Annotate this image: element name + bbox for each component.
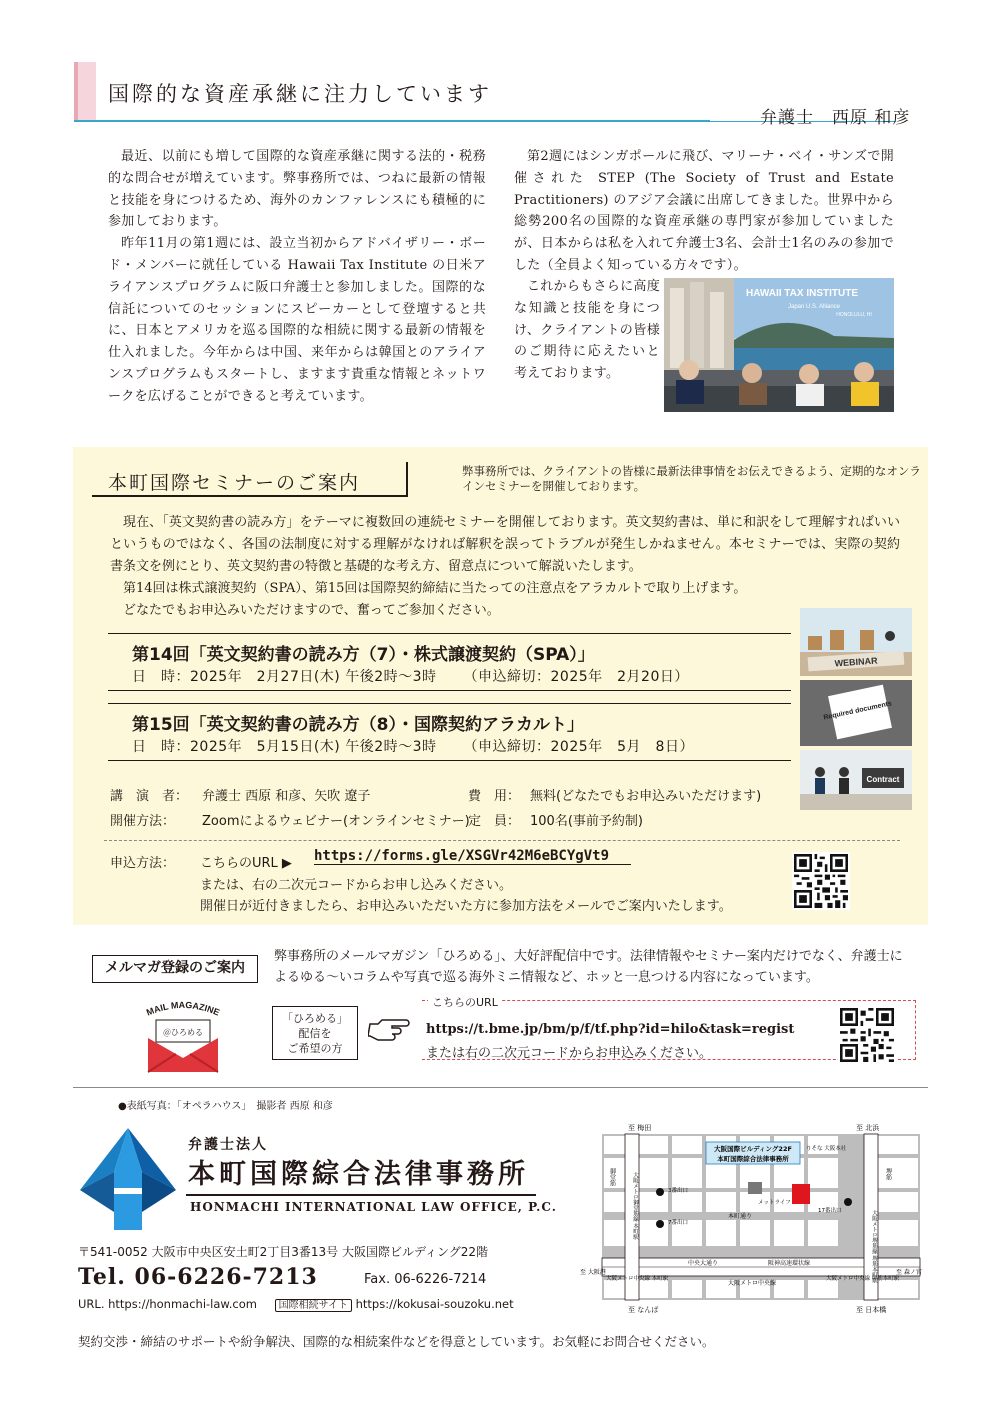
session-deadline: （申込締切：2025年 5月 8日）: [463, 739, 694, 755]
mailmag-title: メルマガ登録のご案内: [92, 955, 258, 983]
map-honmachi-dori: 本町通り: [728, 1213, 753, 1220]
mailmag-url-link[interactable]: https://t.bme.jp/bm/p/f/tf.php?id=hilo&task=regist: [426, 1022, 795, 1037]
session-date: [132, 736, 694, 756]
map-north-left: 至 梅田: [628, 1124, 652, 1132]
firm-urls: [78, 1296, 514, 1311]
map-exit7: 7番出口: [668, 1220, 688, 1226]
map-chuo-right: 大阪メトロ中央線 堺筋本町駅: [826, 1276, 900, 1282]
photo-banner-loc: HONOLULU, HI: [836, 312, 872, 318]
seminar-body: [110, 512, 900, 622]
mailmag-link-label: こちらのURL: [428, 994, 502, 1010]
badge-arc-text: MAIL MAGAZINE: [144, 999, 222, 1018]
capacity-label: 定 員：: [468, 814, 521, 829]
closing-message: 契約交渉・締結のサポートや紛争解決、国際的な相続案件などを得意としています。お気軽にお問合せください。: [78, 1334, 715, 1349]
fee-label: 費 用：: [468, 789, 521, 804]
firm-tel: Tel. 06-6226-7213: [78, 1264, 318, 1290]
webinar-image: [800, 608, 912, 676]
map-meitorai: メットライフ: [758, 1200, 791, 1206]
session-datetime: 日 時：2025年 2月27日(木) 午後2時〜3時: [132, 669, 437, 685]
map-west: 至 大阪港: [580, 1269, 606, 1276]
title-underline: [74, 120, 710, 122]
map-midosuji: 御堂筋: [608, 1168, 616, 1186]
method-value: Zoomによるウェビナー(オンラインセミナー): [202, 814, 470, 829]
apply-alt: または、右の二次元コードからお申し込みください。: [200, 878, 513, 893]
card-line: 配信を: [298, 1027, 332, 1040]
article-paragraph: 第2週にはシンガポールに飛び、マリーナ・ベイ・サンズで開催された STEP (The Society of Trust and Estate Practitioners) のアジア会議に出席してきました。世界中から総勢200名の国際的な資産承継の専門家が参加していましたが、日本からは私を入れて弁護士3名、会計士1名のみの参加でした（全員よく知っている方々です）。: [514, 149, 894, 273]
speaker-label: 講 演 者：: [110, 789, 189, 804]
fee-value: 無料(どなたでもお申込みいただけます): [530, 789, 762, 804]
firm-name-en: HONMACHI INTERNATIONAL LAW OFFICE, P.C.: [190, 1200, 557, 1214]
envelope-icon: [118, 992, 248, 1076]
inheritance-site-link[interactable]: https://kokusai-souzoku.net: [355, 1297, 514, 1311]
seminar-qr-code[interactable]: [792, 852, 850, 910]
contract-label: Contract: [866, 775, 900, 784]
map-north-right: 至 北浜: [856, 1124, 880, 1132]
footer-separator: [73, 1087, 928, 1088]
title-accent-edge: [74, 62, 78, 122]
firm-name: 本町国際綜合法律事務所: [188, 1159, 529, 1190]
map-station-right: 大阪メトロ堺筋線 堺筋本町駅: [871, 1210, 877, 1284]
article-column-2b: [514, 276, 660, 385]
seminar-paragraph: 第14回は株式譲渡契約（SPA）、第15回は国際契約締結に当たっての注意点をアラカルトで取り上げます。: [123, 581, 747, 596]
article-column-1: [108, 146, 486, 408]
seminar-title: 本町国際セミナーのご案内: [108, 472, 361, 494]
seminar-paragraph: 現在、「英文契約書の読み方」をテーマに複数回の連続セミナーを開催しております。英文契約書は、単に和訳をして理解すればいいというものではなく、各国の法制度に対する理解がなければ解釈を誤ってトラブルが発生しかねません。本セミナーでは、実際の契約書条文を例にとり、英文契約書の特徴と基礎的な考え方、留意点について解説いたします。: [110, 515, 900, 574]
session-15: [108, 703, 791, 761]
apply-notice: 開催日が近付きましたら、お申込みいただいた方に参加方法をメールでご案内いたします。: [200, 899, 732, 914]
apply-prefix: こちらのURL ▶: [200, 856, 292, 871]
firm-type: 弁護士法人: [188, 1137, 268, 1153]
pointing-hand-icon: [368, 1014, 412, 1044]
seminar-title-tick: [406, 462, 408, 496]
svg-text:MAIL MAGAZINE: [145, 1000, 221, 1018]
conference-photo: [664, 278, 894, 412]
article-title: 国際的な資産承継に注力しています: [108, 82, 492, 106]
documents-image: [800, 680, 912, 746]
card-line: 「ひろめる」: [282, 1012, 348, 1025]
map-building: 大阪国際ビルディング22F: [714, 1145, 792, 1153]
mailmag-card: [272, 1006, 358, 1060]
card-line: ご希望の方: [287, 1042, 343, 1055]
mailmag-url-alt: または右の二次元コードからお申込みください。: [426, 1046, 713, 1061]
access-map: [578, 1120, 934, 1316]
session-title: 第14回「英文契約書の読み方（7）・株式譲渡契約（SPA）」: [132, 645, 595, 665]
seminar-title-line: [92, 495, 408, 497]
apply-label: 申込方法：: [110, 856, 176, 871]
article-paragraph: これからもさらに高度な知識と技能を身につけ、クライアントの皆様のご期待に応えたいと考えております。: [514, 279, 661, 382]
seminar-divider: [104, 840, 900, 841]
session-datetime: 日 時：2025年 5月15日(木) 午後2時〜3時: [132, 739, 437, 755]
map-drawing: [578, 1120, 934, 1316]
webinar-label: WEBINAR: [834, 655, 878, 669]
mailmag-badge: [118, 992, 248, 1076]
map-south-left: 至 なんば: [628, 1306, 659, 1314]
session-date: [132, 666, 689, 686]
contract-image: [800, 750, 912, 810]
session-14: [108, 633, 791, 691]
mailmag-qr-code[interactable]: [838, 1006, 896, 1064]
cover-photo-note: ●表紙写真：「オペラハウス」 撮影者 西原 和彦: [118, 1101, 333, 1112]
firm-address: 〒541-0052 大阪市中央区安土町2丁目3番13号 大阪国際ビルディング22階: [78, 1245, 489, 1259]
session-title: 第15回「英文契約書の読み方（8）・国際契約アラカルト」: [132, 715, 584, 735]
badge-center-text: ＠ひろめる: [163, 1028, 203, 1037]
seminar-intro: 弊事務所では、クライアントの皆様に最新法律事情をお伝えできるよう、定期的なオンラインセミナーを開催しております。: [462, 464, 921, 493]
map-risona: りそな 大阪本社: [806, 1146, 847, 1152]
map-chuo-odori: 中央大通り: [688, 1260, 719, 1267]
article-paragraph: 最近、以前にも増して国際的な資産承継に関する法的・税務的な問合せが増えています。弊事務所では、つねに最新の情報と技能を身につけるため、海外のカンファレンスにも積極的に参加しております。: [108, 149, 486, 230]
contract-illustration: [800, 750, 912, 810]
map-exit3: 3番出口: [668, 1188, 688, 1194]
article-author: 弁護士 西原 和彦: [760, 108, 911, 128]
firm-fax: Fax. 06-6226-7214: [364, 1272, 487, 1287]
map-chuo-line: 大阪メトロ中央線: [728, 1280, 777, 1287]
firm-url-link[interactable]: URL. https://honmachi-law.com: [78, 1297, 257, 1311]
photo-banner-sub: Japan U.S. Alliance: [787, 304, 841, 310]
firm-logo: [80, 1128, 176, 1230]
article-paragraph: 昨年11月の第1週には、設立当初からアドバイザリー・ボード・メンバーに就任している Hawaii Tax Institute の日米アライアンスプログラムに阪口弁護士と参加しました。国際的な信託についてのセッションにスピーカーとして登壇すると共に、日本とアメリカを巡る国際的な相続に関する最新の情報を仕入れました。今年からは中国、来年からは韓国とのアライアンスプログラムもスタートし、ますます貴重な情報とネットワークを広げることができると考えています。: [108, 236, 486, 404]
documents-label: Required documents: [822, 700, 893, 722]
mailmag-text: 弊事務所のメールマガジン「ひろめる」、大好評配信中です。法律情報やセミナー案内だけでなく、弁護士によるゆる〜いコラムや写真で巡る海外ミニ情報など、ホッと一息つける内容になっています。: [274, 949, 903, 985]
map-office: 本町国際綜合法律事務所: [717, 1155, 789, 1163]
method-label: 開催方法：: [110, 814, 176, 829]
map-hanshin: 阪神高速環状線: [768, 1260, 811, 1267]
map-south-right: 至 日本橋: [856, 1306, 887, 1314]
documents-illustration: [800, 680, 912, 746]
map-exit17: 17番出口: [818, 1208, 842, 1214]
firm-logo-icon: [80, 1128, 176, 1230]
capacity-value: 100名(事前予約制): [530, 814, 643, 829]
apply-url-link[interactable]: https://forms.gle/XSGVr42M6eBCYgVt9: [314, 848, 631, 865]
seminar-paragraph: どなたでもお申込みいただけますので、奮ってご参加ください。: [123, 603, 500, 618]
map-station-left: 大阪メトロ御堂筋線 本町駅: [632, 1172, 638, 1240]
map-sakaisuji: 堺筋: [884, 1168, 892, 1180]
firm-divider: [186, 1194, 536, 1196]
qr-icon: [794, 854, 848, 908]
photo-banner-text: HAWAII TAX INSTITUTE: [745, 288, 859, 299]
session-deadline: （申込締切：2025年 2月20日）: [463, 669, 689, 685]
article-column-2: [514, 146, 894, 277]
speaker-value: 弁護士 西原 和彦、矢吹 遼子: [202, 789, 371, 804]
office-marker: [792, 1184, 810, 1204]
qr-icon: [840, 1008, 894, 1062]
webinar-illustration: [800, 608, 912, 676]
map-chuo-left: 大阪メトロ中央線 本町駅: [606, 1276, 669, 1282]
map-east: 至 森ノ宮: [896, 1269, 922, 1276]
inheritance-site-badge: 国際相続サイト: [275, 1299, 352, 1312]
photo-illustration: [664, 278, 894, 412]
